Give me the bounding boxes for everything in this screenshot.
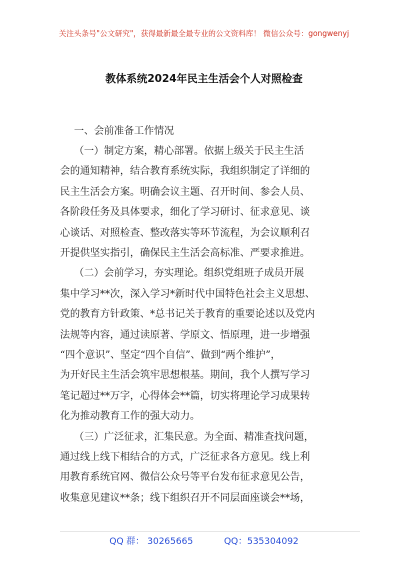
body-line: 用教育系统官网、微信公众号等平台发布征求意见公告， — [60, 472, 310, 484]
body-line: 民主生活会方案。明确会议主题、召开时间、参会人员、 — [60, 186, 310, 198]
body-line: 化为推动教育工作的强大动力。 — [60, 411, 200, 423]
footer-divider — [60, 531, 360, 532]
footer-qq-group: QQ 群： 30265665 — [109, 537, 194, 547]
body-line: 收集意见建议**条；线下组织召开不同层面座谈会**场， — [60, 492, 310, 504]
body-line: 开提供坚实指引，确保民主生活会高标准、严要求推进。 — [60, 248, 310, 259]
document-title: 教体系统2024年民主生活会个人对照检查 — [105, 73, 303, 85]
body-line: “四个意识”、坚定“四个自信”、做到“两个维护”， — [60, 350, 281, 361]
body-line: 心谈话、对照检查、整改落实等环节流程，为会议顺利召 — [60, 227, 310, 239]
footer-contact — [0, 534, 408, 547]
body-line: 通过线上线下相结合的方式，广泛征求各方意见。线上利 — [60, 452, 310, 463]
body-line: 为开好民主生活会筑牢思想根基。期间，我个人撰写学习 — [60, 370, 310, 382]
body-line: 笔记超过**万字，心得体会**篇，切实将理论学习成果转 — [60, 390, 310, 402]
header-promo-note: 关注头条号"公文研究"，获得最新最全最专业的公文资料库！ 微信公众号：gongwenyj — [58, 29, 350, 38]
body-line: （三）广泛征求，汇集民意。为全面、精准查找问题， — [74, 431, 314, 443]
body-line: （一）制定方案，精心部署。依据上级关于民主生活 — [74, 146, 304, 157]
section-heading: 一、会前准备工作情况 — [74, 126, 174, 137]
body-line: 党的教育方针政策、*总书记关于教育的重要论述以及党内 — [60, 309, 315, 321]
body-line: （二）会前学习，夯实理论。组织党组班子成员开展 — [74, 268, 304, 280]
body-line: 会的通知精神，结合教育系统实际，我组织制定了详细的 — [60, 166, 310, 178]
body-line: 各阶段任务及具体要求，细化了学习研讨、征求意见、谈 — [60, 207, 310, 219]
body-line: 法规等内容，通过读原著、学原文、悟原理，进一步增强 — [60, 329, 310, 341]
body-line: 集中学习**次，深入学习*新时代中国特色社会主义思想、 — [60, 288, 315, 300]
footer-qq-number: QQ：535304092 — [223, 537, 299, 547]
